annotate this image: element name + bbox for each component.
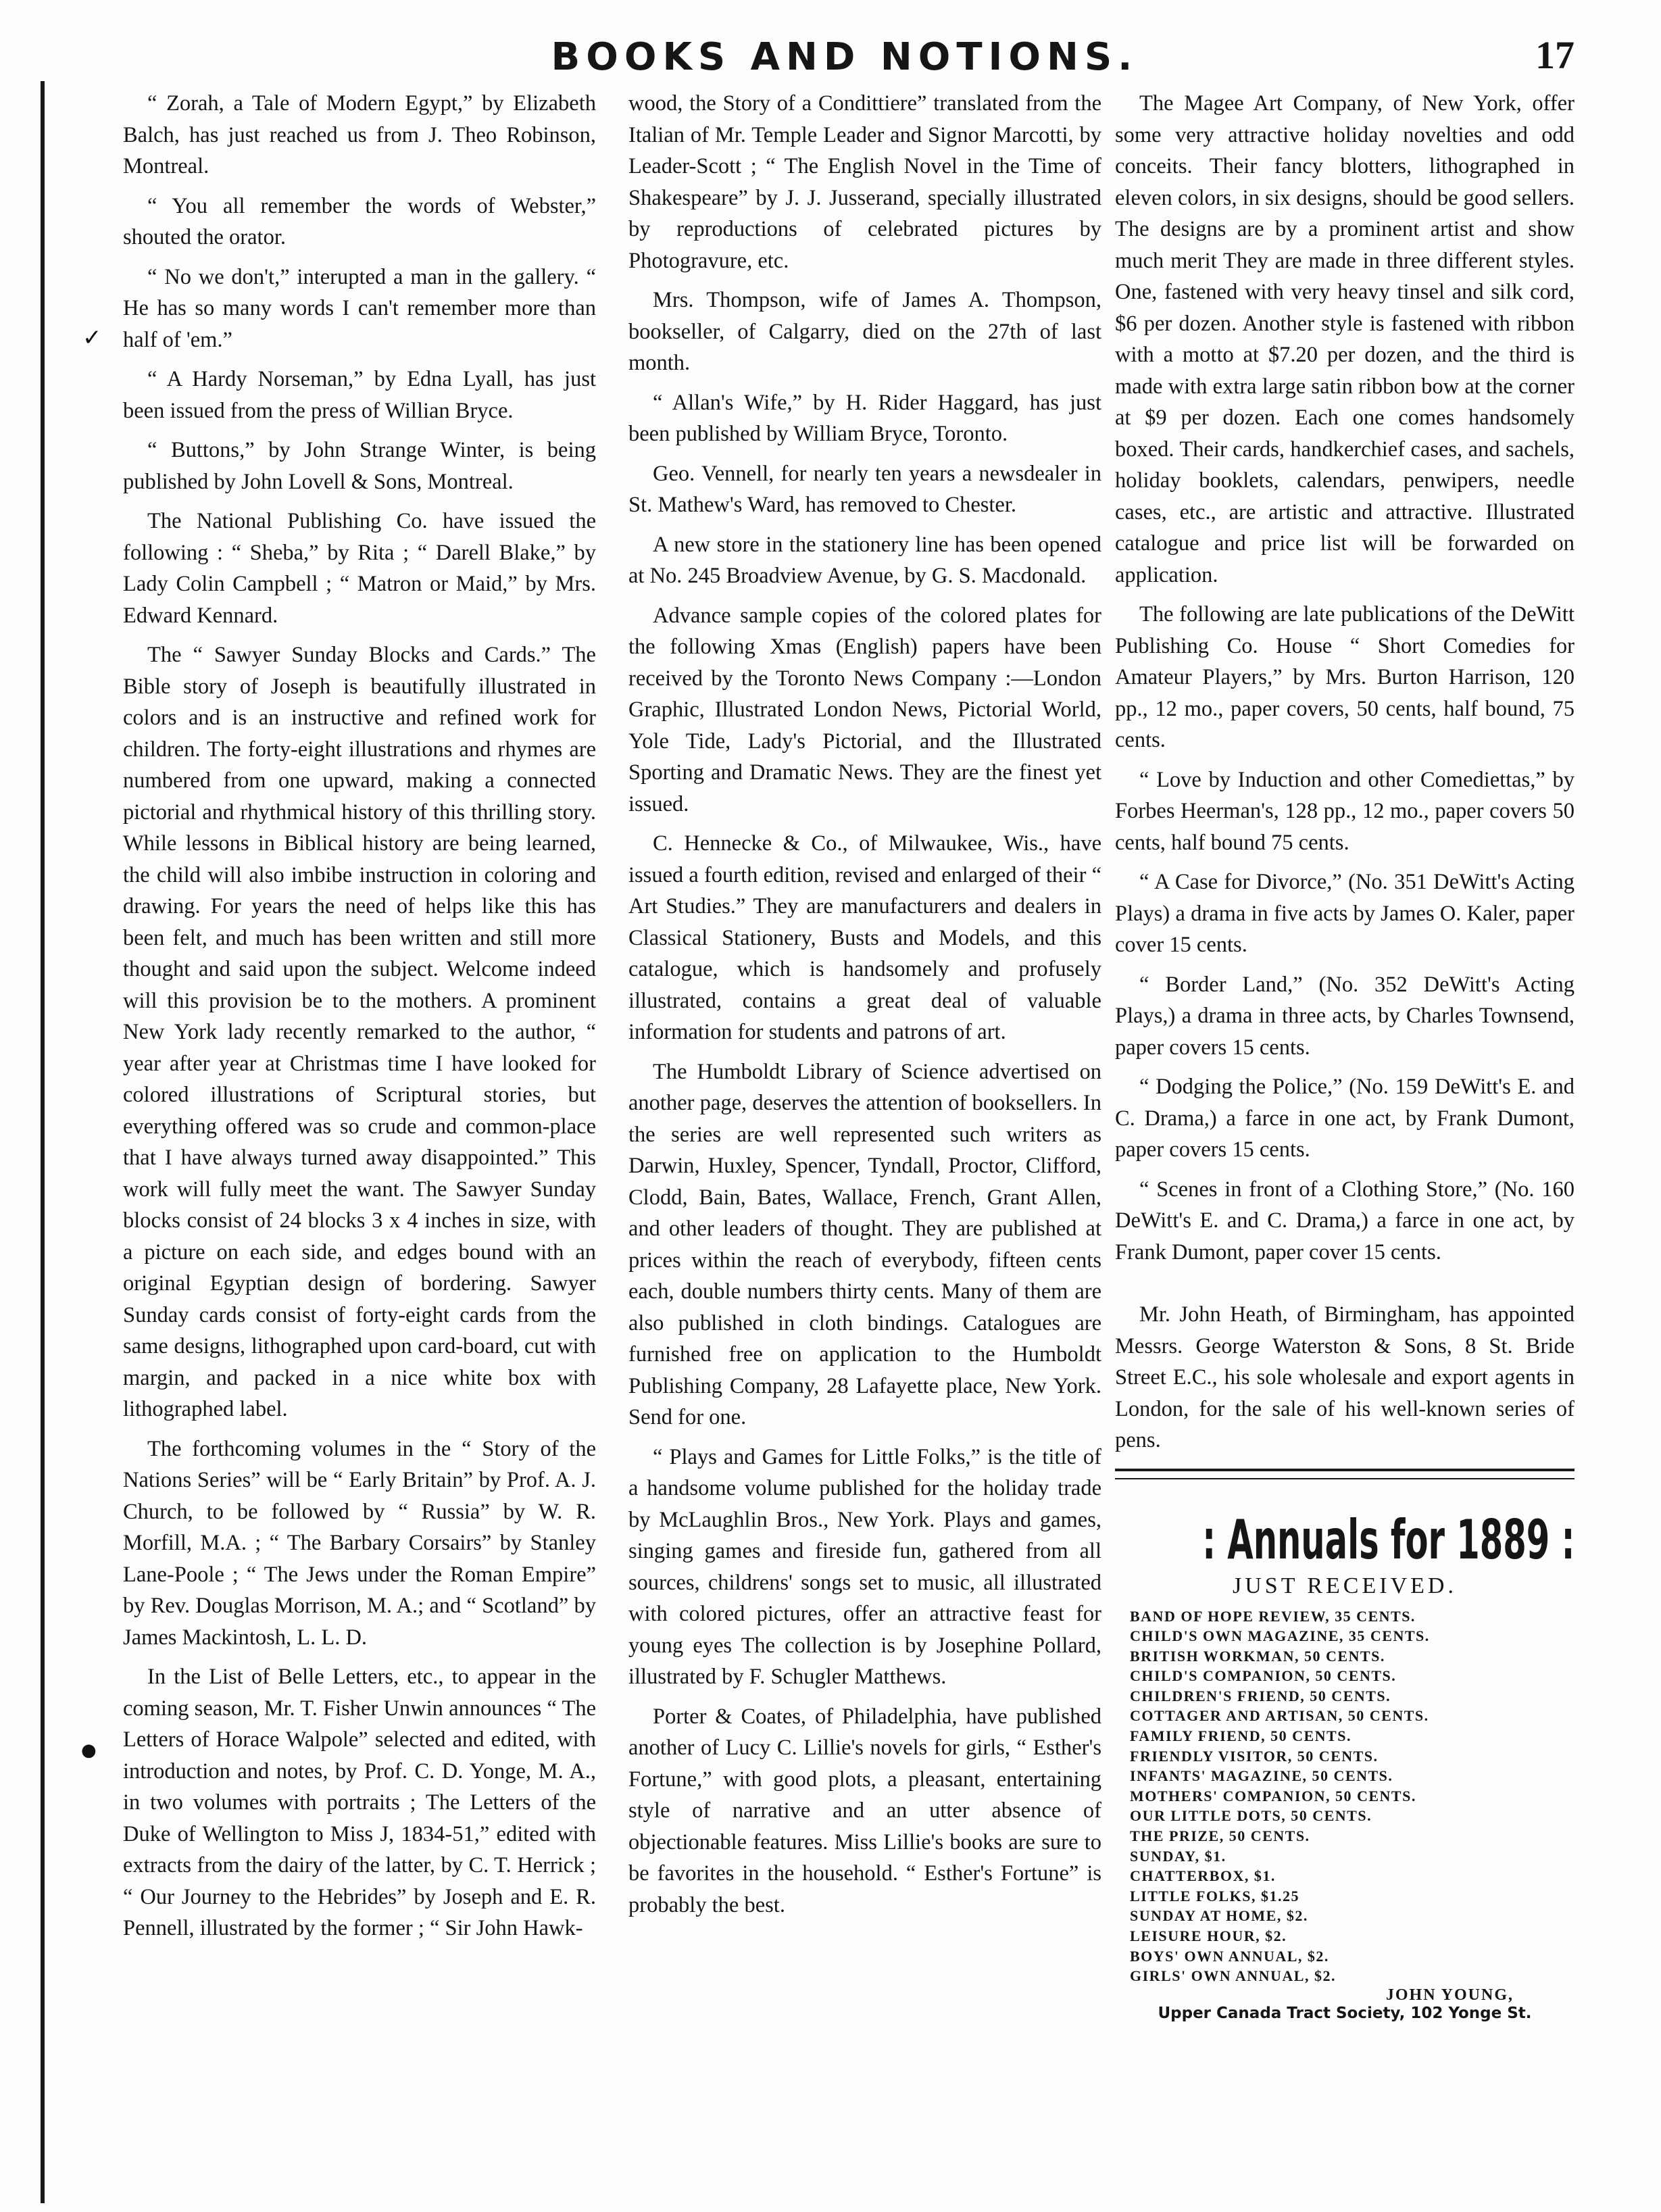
column-left [123,88,596,1952]
list-item: OUR LITTLE DOTS, 50 CENTS. [1130,1807,1372,1825]
column-middle [628,88,1101,1929]
paragraph: C. Hennecke & Co., of Milwaukee, Wis., have issued a fourth edition, revised and enlarged of their “ Art Studies.” They are manufacturers and dealers in Classical Stationery, Busts and Models, and this catalogue, which is handsomely and profusely illustrated, contains a great deal of valuable information for students and patrons of art. [628,831,1101,1044]
paragraph: “ Dodging the Police,” (No. 159 DeWitt's E. and C. Drama,) a farce in one act, by Frank Dumont, paper covers 15 cents. [1115,1075,1575,1162]
margin-dot: ● [81,1740,97,1761]
double-rule-divider [1115,1469,1575,1479]
paragraph: Geo. Vennell, for nearly ten years a newsdealer in St. Mathew's Ward, has removed to Chester. [628,461,1101,517]
list-item: BOYS' OWN ANNUAL, $2. [1130,1947,1329,1965]
column-right [1115,88,1575,2023]
list-item: FAMILY FRIEND, 50 CENTS. [1130,1727,1352,1745]
list-item: CHILDREN'S FRIEND, 50 CENTS. [1130,1687,1391,1704]
annuals-list [1115,1606,1575,1986]
ad-address: Upper Canada Tract Society, 102 Yonge St. [1158,2004,1532,2022]
list-item: THE PRIZE, 50 CENTS. [1130,1827,1310,1845]
paragraph: The following are late publications of the DeWitt Publishing Co. House “ Short Comedies for Amateur Players,” by Mrs. Burton Harrison, 120 pp., 12 mo., paper covers, 50 cents, half bound, 75 cents. [1115,602,1575,752]
paragraph: The Humboldt Library of Science advertised on another page, deserves the attention of booksellers. In the series are well represented such writers as Darwin, Huxley, Spencer, Tyndall, Proctor, Clifford, Clodd, Bain, Bates, Wallace, French, Grant Allen, and other leaders of thought. They are published at prices within the reach of everybody, fifteen cents each, double numbers thirty cents. Many of them are also published in cloth bindings. Catalogues are furnished free on application to the Humboldt Publishing Company, 28 Lafayette place, New York. Send for one. [628,1059,1101,1429]
list-item: COTTAGER AND ARTISAN, 50 CENTS. [1130,1707,1429,1725]
list-item: LITTLE FOLKS, $1.25 [1130,1887,1300,1904]
paragraph: The National Publishing Co. have issued the following : “ Sheba,” by Rita ; “ Darell Blake,” by Lady Colin Campbell ; “ Matron or Maid,” by Mrs. Edward Kennard. [123,509,596,628]
paragraph: Mr. John Heath, of Birmingham, has appointed Messrs. George Waterston & Sons, 8 St. Bride Street E.C., his sole wholesale and export agents in London, for the sale of his well-known series of pens. [1115,1302,1575,1452]
paragraph: wood, the Story of a Condittiere” translated from the Italian of Mr. Temple Leader and Signor Marcotti, by Leader-Scott ; “ The English Novel in the Time of Shakespeare” by J. J. Jusserand, specially illustrated by reproductions of celebrated pictures by Photogravure, etc. [628,91,1101,273]
paragraph: Porter & Coates, of Philadelphia, have published another of Lucy C. Lillie's novels for girls, “ Esther's Fortune,” with good plots, a pleasant, entertaining style of narrative and an utter absence of objectionable features. Miss Lillie's books are sure to be favorites in the household. “ Esther's Fortune” is probably the best. [628,1704,1101,1917]
list-item: SUNDAY, $1. [1130,1847,1226,1865]
paragraph: A new store in the stationery line has been opened at No. 245 Broadview Avenue, by G. S. Macdonald. [628,532,1101,588]
paragraph: Mrs. Thompson, wife of James A. Thompson, bookseller, of Calgarry, died on the 27th of last month. [628,288,1101,375]
paragraph: “ Scenes in front of a Clothing Store,” (No. 160 DeWitt's E. and C. Drama,) a farce in one act, by Frank Dumont, paper cover 15 cents. [1115,1177,1575,1264]
page-title: BOOKS AND NOTIONS. [551,35,1139,79]
page-number: 17 [1535,33,1575,77]
list-item: CHATTERBOX, $1. [1130,1867,1276,1885]
list-item: BRITISH WORKMAN, 50 CENTS. [1130,1647,1385,1665]
list-item: CHILD'S OWN MAGAZINE, 35 CENTS. [1130,1627,1430,1645]
list-item: MOTHERS' COMPANION, 50 CENTS. [1130,1787,1416,1804]
ad-signature: JOHN YOUNG, [1385,1986,1514,2004]
paragraph: “ A Case for Divorce,” (No. 351 DeWitt's Acting Plays) a drama in five acts by James O. Kaler, paper cover 15 cents. [1115,870,1575,957]
paragraph: In the List of Belle Letters, etc., to appear in the coming season, Mr. T. Fisher Unwin announces “ The Letters of Horace Walpole” selected and edited, with introduction and notes, by Prof. C. D. Yonge, M. A., in two volumes with portraits ; The Letters of the Duke of Wellington to Miss J, 1834-51,” edited with extracts from the dairy of the latter, by C. T. Herrick ; “ Our Journey to the Hebrides” by Joseph and E. R. Pennell, illustrated by the former ; “ Sir John Hawk- [123,1665,596,1940]
paragraph: “ Plays and Games for Little Folks,” is the title of a handsome volume published for the holiday trade by McLaughlin Bros., New York. Plays and games, singing games and fireside fun, gathered from all sources, childrens' songs set to music, all illustrated with colored pictures, offer an attractive feast for young eyes The collection is by Josephine Pollard, illustrated by F. Schugler Matthews. [628,1444,1101,1689]
spacer [1115,1276,1575,1299]
ad-title: : Annuals for 1889 : [1202,1508,1575,1571]
annuals-advertisement [1115,1509,1575,2023]
paragraph: “ Love by Induction and other Comediettas,” by Forbes Heerman's, 128 pp., 12 mo., paper covers 50 cents, half bound 75 cents. [1115,767,1575,855]
margin-mark: ✓ [82,324,102,351]
list-item: GIRLS' OWN ANNUAL, $2. [1130,1967,1336,1985]
paragraph: “ A Hardy Norseman,” by Edna Lyall, has just been issued from the press of Willian Bryce. [123,367,596,423]
paragraph: Advance sample copies of the colored plates for the following Xmas (English) papers have been received by the Toronto News Company :—London Graphic, Illustrated London News, Pictorial World, Yole Tide, Lady's Pictorial, and the Illustrated Sporting and Dramatic News. They are the finest yet issued. [628,603,1101,816]
paragraph: “ You all remember the words of Webster,” shouted the orator. [123,193,596,249]
list-item: LEISURE HOUR, $2. [1130,1927,1287,1944]
paragraph: “ Zorah, a Tale of Modern Egypt,” by Elizabeth Balch, has just reached us from J. Theo Robinson, Montreal. [123,91,596,178]
paragraph: “ Buttons,” by John Strange Winter, is being published by John Lovell & Sons, Montreal. [123,438,596,494]
paragraph: The Magee Art Company, of New York, offer some very attractive holiday novelties and odd conceits. Their fancy blotters, lithographed in eleven colors, in six designs, should be good sellers. The designs are by a prominent artist and show much merit They are made in three different styles. One, fastened with very heavy tinsel and silk cord, $6 per dozen. Another style is fastened with ribbon with a motto at $7.20 per dozen, and the third is made with extra large satin ribbon bow at the corner at $9 per dozen. Each one comes handsomely boxed. Their cards, handkerchief cases, and sachels, holiday booklets, calendars, penwipers, needle cases, etc., are artistic and attractive. Illustrated catalogue and price list will be forwarded on application. [1115,91,1575,587]
page-header [115,35,1575,82]
binding-rule [41,81,45,2203]
list-item: CHILD'S COMPANION, 50 CENTS. [1130,1667,1397,1685]
paragraph: “ No we don't,” interupted a man in the gallery. “ He has so many words I can't remember more than half of 'em.” [123,264,596,352]
paragraph: “ Allan's Wife,” by H. Rider Haggard, has just been published by William Bryce, Toronto. [628,390,1101,446]
list-item: INFANTS' MAGAZINE, 50 CENTS. [1130,1767,1393,1785]
paragraph: The forthcoming volumes in the “ Story of the Nations Series” will be “ Early Britain” by Prof. A. J. Church, to be followed by “ Russia” by W. R. Morfill, M.A. ; “ The Barbary Corsairs” by Stanley Lane-Poole ; “ The Jews under the Roman Empire” by Rev. Douglas Morrison, M. A.; and “ Scotland” by James Mackintosh, L. L. D. [123,1436,596,1650]
paragraph: The “ Sawyer Sunday Blocks and Cards.” The Bible story of Joseph is beautifully illustrated in colors and is an instructive and refined work for children. The forty-eight illustrations and rhymes are numbered from one upward, making a connected pictorial and rhythmical history of this thrilling story. While lessons in Biblical history are being learned, the child will also imbibe instruction in coloring and drawing. For years the need of helps like this has been felt, and much has been written and still more thought and said upon the subject. Welcome indeed will this provision be to the mothers. A prominent New York lady recently remarked to the author, “ year after year at Christmas time I have looked for colored illustrations of Scriptural stories, but everything offered was so crude and common-place that I have always turned away disappointed.” This work will fully meet the want. The Sawyer Sunday blocks consist of 24 blocks 3 x 4 inches in size, with a picture on each side, and edges bound with an original Egyptian design of bordering. Sawyer Sunday cards consist of forty-eight cards from the same designs, lithographed upon card-board, cut with margin, and packed in a nice white box with lithographed label. [123,643,596,1421]
paragraph: “ Border Land,” (No. 352 DeWitt's Acting Plays,) a drama in three acts, by Charles Townsend, paper covers 15 cents. [1115,972,1575,1060]
ad-subtitle: JUST RECEIVED. [1233,1573,1457,1598]
list-item: FRIENDLY VISITOR, 50 CENTS. [1130,1747,1379,1765]
list-item: SUNDAY AT HOME, $2. [1130,1907,1308,1925]
list-item: BAND OF HOPE REVIEW, 35 CENTS. [1130,1607,1416,1625]
